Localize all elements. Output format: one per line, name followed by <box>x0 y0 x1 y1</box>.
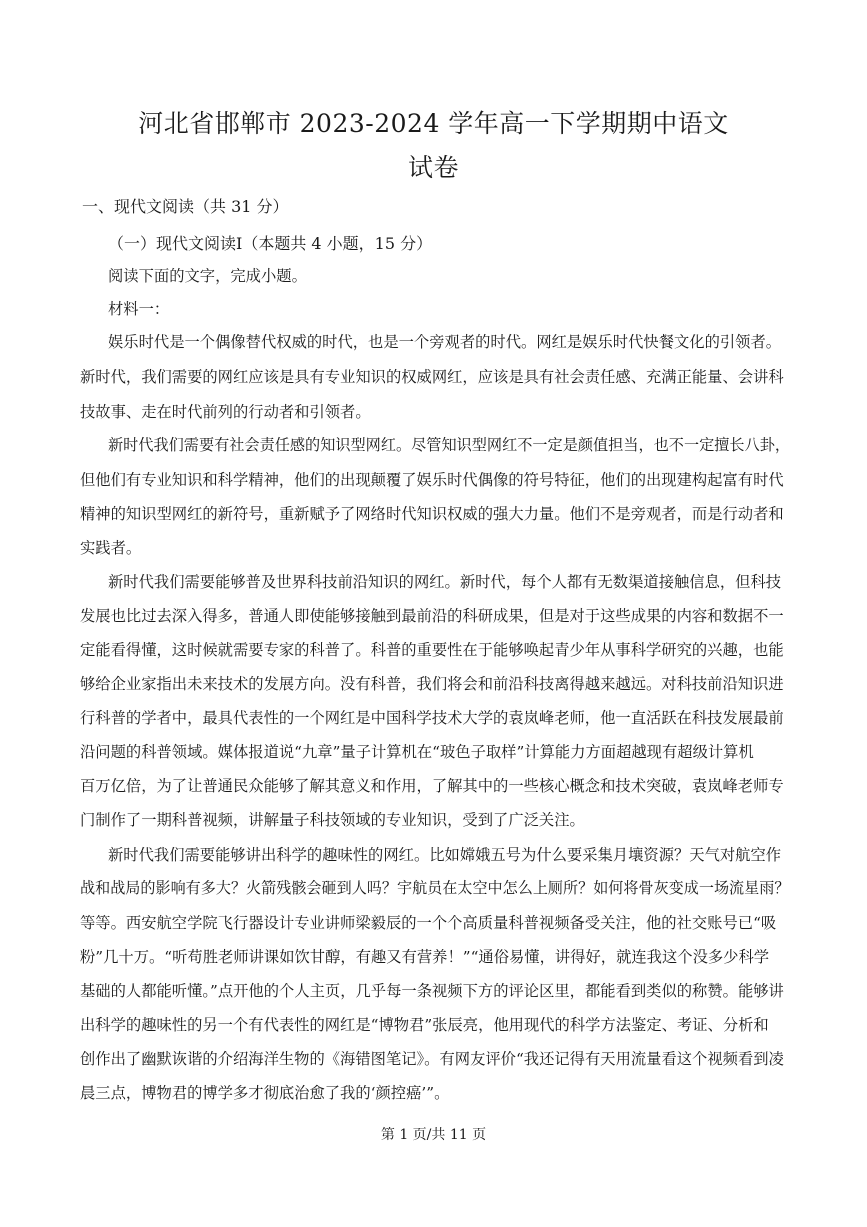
paragraph-line: 够给企业家指出未来技术的发展方向。没有科普，我们将会和前沿科技离得越来越远。对科技前沿知识进 <box>80 675 784 693</box>
paragraph-line: 但他们有专业知识和科学精神，他们的出现颠覆了娱乐时代偶像的符号特征，他们的出现建构起富有时代 <box>80 471 784 489</box>
paragraph-line: 粉”几十万。“听苟胜老师讲课如饮甘醇，有趣又有营养！”“通俗易懂，讲得好，就连我这个没多少科学 <box>80 948 770 966</box>
material-label: 材料一： <box>108 300 170 318</box>
document-title-line2: 试卷 <box>407 153 459 182</box>
paragraph-line: 新时代我们需要有社会责任感的知识型网红。尽管知识型网红不一定是颜值担当，也不一定擅长八卦， <box>108 436 791 454</box>
paragraph-line: 实践者。 <box>80 539 142 557</box>
instruction-text: 阅读下面的文字，完成小题。 <box>108 267 307 285</box>
document-title: 河北省邯郸市 2023-2024 学年高一下学期期中语文 <box>138 109 729 138</box>
paragraph-line: 新时代我们需要能够普及世界科技前沿知识的网红。新时代，每个人都有无数渠道接触信息，但科技 <box>108 573 782 591</box>
paragraph-line: 定能看得懂，这时候就需要专家的科普了。科普的重要性在于能够唤起青少年从事科学研究的兴趣，也能 <box>80 641 784 659</box>
paragraph-line: 百万亿倍，为了让普通民众能够了解其意义和作用，了解其中的一些核心概念和技术突破，袁岚峰老师专 <box>80 777 784 795</box>
paragraph-line: 发展也比过去深入得多，普通人即使能够接触到最前沿的科研成果，但是对于这些成果的内容和数据不一 <box>80 607 784 625</box>
paragraph-line: 基础的人都能听懂。”点开他的个人主页，几乎每一条视频下方的评论区里，都能看到类似的称赞。能够讲 <box>80 982 784 1000</box>
paragraph-line: 门制作了一期科普视频，讲解量子科技领域的专业知识，受到了广泛关注。 <box>80 811 585 829</box>
paragraph-line: 沿问题的科普领域。媒体报道说“九章”量子计算机在“玻色子取样”计算能力方面超越现有超级计算机 <box>80 743 754 761</box>
paragraph-line: 创作出了幽默诙谐的介绍海洋生物的《海错图笔记》。有网友评价“我还记得有天用流量看这个视频看到凌 <box>80 1050 784 1068</box>
paragraph-line: 战和战局的影响有多大？火箭残骸会砸到人吗？宇航员在太空中怎么上厕所？如何将骨灰变成一场流星雨？ <box>80 879 790 897</box>
paragraph-line: 晨三点，博物君的博学多才彻底治愈了我的‘颜控癌’”。 <box>80 1084 450 1102</box>
paragraph-line: 行科普的学者中，最具代表性的一个网红是中国科学技术大学的袁岚峰老师，他一直活跃在科技发展最前 <box>80 709 784 727</box>
section-heading: 一、现代文阅读（共 31 分） <box>82 197 289 216</box>
paragraph-line: 娱乐时代是一个偶像替代权威的时代，也是一个旁观者的时代。网红是娱乐时代快餐文化的引领者。 <box>108 333 782 351</box>
paragraph-line: 技故事、走在时代前列的行动者和引领者。 <box>80 403 371 421</box>
subsection-heading: （一）现代文阅读Ⅰ（本题共 4 小题，15 分） <box>108 234 433 253</box>
paragraph-line: 新时代我们需要能够讲出科学的趣味性的网红。比如嫦娥五号为什么要采集月壤资源？天气对航空作 <box>108 846 782 864</box>
paragraph-line: 新时代，我们需要的网红应该是具有专业知识的权威网红，应该是具有社会责任感、充满正能量、会讲科 <box>80 368 784 386</box>
paragraph-line: 精神的知识型网红的新符号，重新赋予了网络时代知识权威的强大力量。他们不是旁观者，而是行动者和 <box>80 505 784 523</box>
paragraph-line: 出科学的趣味性的另一个有代表性的网红是“博物君”张辰亮，他用现代的科学方法鉴定、考证、分析和 <box>80 1016 769 1034</box>
paragraph-line: 等等。西安航空学院飞行器设计专业讲师梁毅辰的一个个高质量科普视频备受关注，他的社交账号已“吸 <box>80 914 777 932</box>
page-footer: 第 1 页/共 11 页 <box>380 1127 487 1143</box>
